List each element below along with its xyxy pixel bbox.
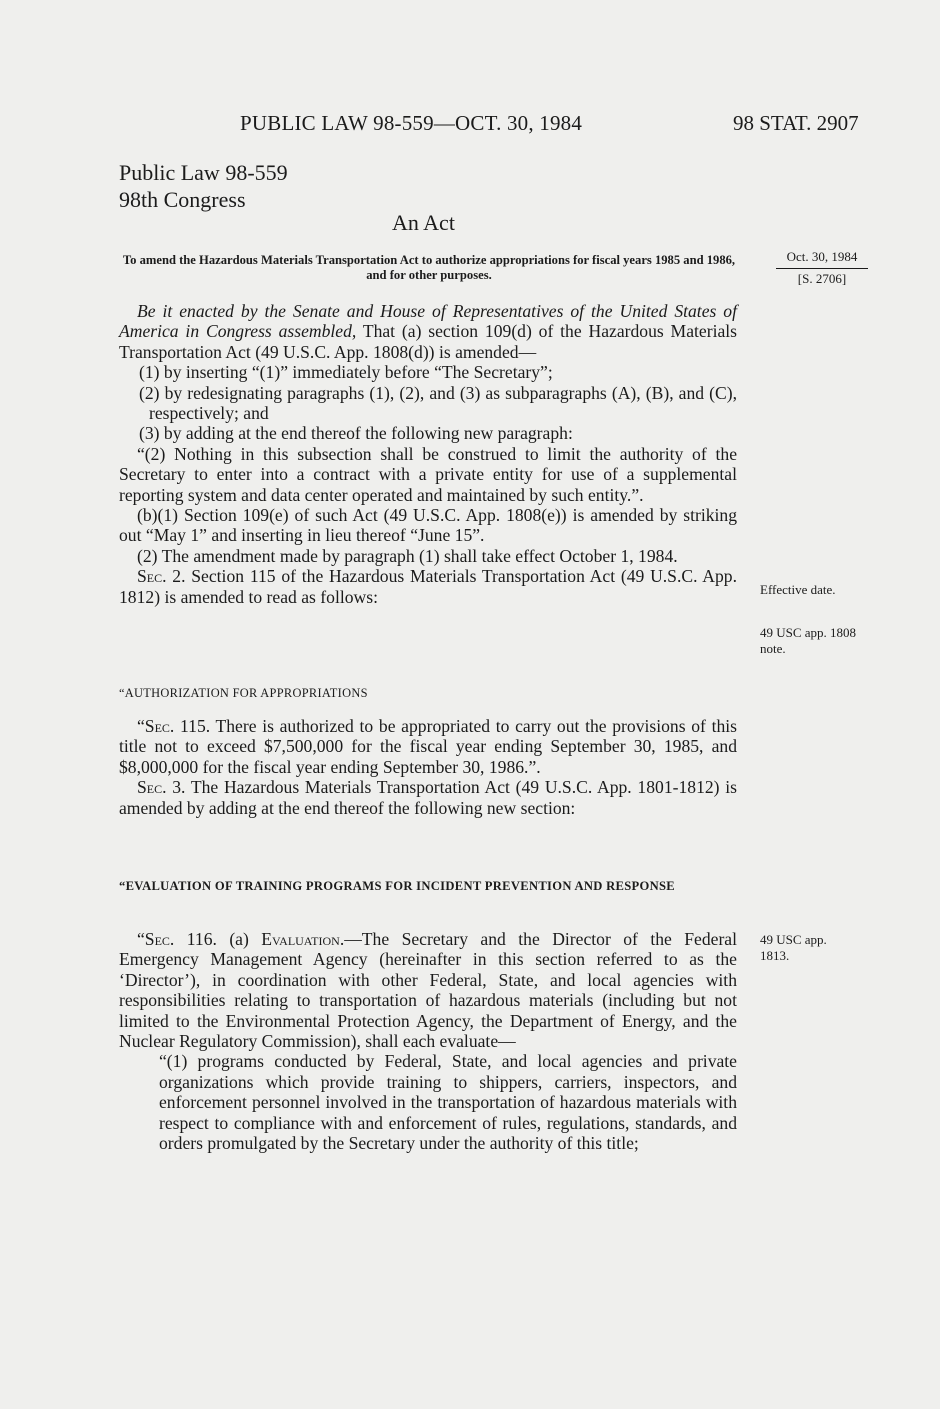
public-law-number: Public Law 98-559 xyxy=(119,160,288,185)
running-head: PUBLIC LAW 98-559—OCT. 30, 1984 xyxy=(240,111,583,135)
sec3-label: Sec. xyxy=(137,777,167,798)
sec116-evaluation-label: Evaluation xyxy=(261,929,340,949)
heading-evaluation: “EVALUATION OF TRAINING PROGRAMS FOR INCIDENT PREVENTION AND RESPONSE xyxy=(119,879,676,893)
act-label: An Act xyxy=(392,210,455,235)
sec116-label: “Sec. xyxy=(137,929,175,949)
sec1-quoted-paragraph: “(2) Nothing in this subsection shall be construed to limit the authority of the Secretary to enter into a contract with a private entity for use of a supplemental reporting system and data center operated and maintained by such entity.”. xyxy=(119,443,737,505)
sec116-num: 116. (a) xyxy=(174,929,262,949)
margin-note-1813-line1: 49 USC app. xyxy=(760,932,827,947)
heading-authorization: “AUTHORIZATION FOR APPROPRIATIONS xyxy=(119,686,368,700)
margin-note-1813-line2: 1813. xyxy=(760,948,790,963)
enacting-clause xyxy=(119,301,737,362)
sec116-paragraph-1: “(1) programs conducted by Federal, State, and local agencies and private organizations which provide training to shippers, carriers, inspectors, and enforcement personnel involved in the transportation of hazardous materials with respect to compliance with and enforcement of rules, regulations, standards, and orders promulgated by the Secretary under the authority of this title; xyxy=(159,1051,737,1154)
section-116-block xyxy=(119,929,737,1153)
margin-note-1808 xyxy=(760,625,856,657)
sec115-label: “Sec. xyxy=(137,716,175,736)
sec115-text: 115. There is authorized to be appropriated to carry out the provisions of this title not to exceed $7,500,000 for the fiscal year ending September 30, 1985, and $8,000,000 for the fiscal year ending September 30, 1986.”. xyxy=(119,716,737,777)
margin-note-1808-line2: note. xyxy=(760,641,786,656)
section-116-a xyxy=(119,929,737,1051)
congress-number: 98th Congress xyxy=(119,187,246,212)
margin-bill-number: [S. 2706] xyxy=(797,271,847,286)
section-1 xyxy=(119,301,737,607)
section-2 xyxy=(119,566,737,607)
section-115-block xyxy=(119,716,737,818)
margin-note-1808-line1: 49 USC app. 1808 xyxy=(760,625,857,640)
section-115 xyxy=(119,716,737,777)
act-purpose: To amend the Hazardous Materials Transportation Act to authorize appropriations for fiscal years 1985 and 1986, and for other purposes. xyxy=(122,253,736,282)
margin-rule xyxy=(776,268,868,269)
sec1-item-2: (2) by redesignating paragraphs (1), (2), and (3) as subparagraphs (A), (B), and (C), respectively; and xyxy=(139,382,737,424)
enacting-formula: Be it enacted by the Senate and House of Representatives of the United States of America in Congress assembled, xyxy=(119,301,737,342)
sec1-subsection-b2: (2) The amendment made by paragraph (1) shall take effect October 1, 1984. xyxy=(137,545,678,566)
margin-note-effective-date: Effective date. xyxy=(760,582,836,597)
margin-note-1813 xyxy=(760,932,827,964)
sec1-subsection-b1: (b)(1) Section 109(e) of such Act (49 U.S.C. App. 1808(e)) is amended by striking out “May 1” and inserting in lieu thereof “June 15”. xyxy=(119,505,737,546)
margin-date: Oct. 30, 1984 xyxy=(786,249,858,264)
margin-date-block xyxy=(776,249,868,287)
sec2-text: 2. Section 115 of the Hazardous Materials Transportation Act (49 U.S.C. App. 1812) is amended to read as follows: xyxy=(119,566,737,607)
sec1-item-3: (3) by adding at the end thereof the following new paragraph: xyxy=(139,423,573,444)
sec116-text: .—The Secretary and the Director of the Federal Emergency Management Agency (hereinafter in this section referred to as the ‘Director’), in coordination with other Federal, State, and local agencies with responsibilities relating to transportation of hazardous materials (including but not limited to the Environmental Protection Agency, the Department of Energy, and the Nuclear Regulatory Commission), shall each evaluate— xyxy=(119,929,737,1052)
sec2-label: Sec. xyxy=(137,566,167,587)
sec1-item-1: (1) by inserting “(1)” immediately before “The Secretary”; xyxy=(139,362,553,383)
section-3 xyxy=(119,777,737,818)
sec3-text: 3. The Hazardous Materials Transportation Act (49 U.S.C. App. 1801-1812) is amended by adding at the end thereof the following new section: xyxy=(119,777,737,818)
enacting-rest: That (a) section 109(d) of the Hazardous Materials Transportation Act (49 U.S.C. App. 1808(d)) is amended— xyxy=(119,321,737,362)
evaluation-heading-block xyxy=(119,876,737,896)
statute-page-number: 98 STAT. 2907 xyxy=(733,111,859,135)
authorization-heading-block xyxy=(119,683,737,703)
